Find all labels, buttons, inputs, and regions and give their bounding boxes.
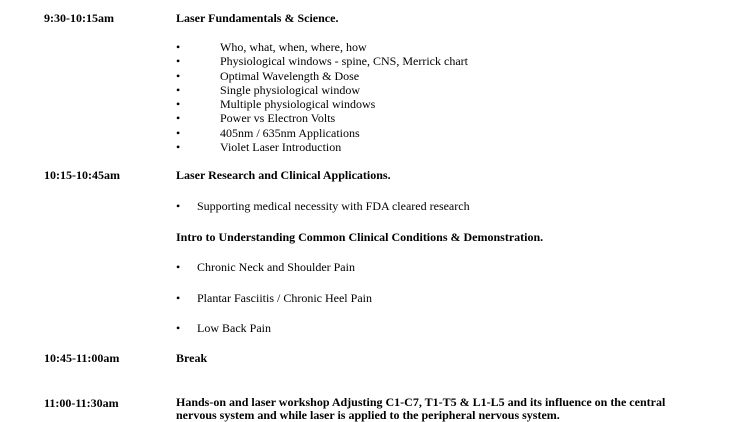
bullet-icon: • [176, 68, 181, 83]
bullet-icon: • [176, 199, 181, 213]
bullet-icon: • [176, 111, 181, 126]
session-time: 10:45-11:00am [44, 351, 120, 365]
bullet-icon: • [176, 321, 181, 335]
session-title: Hands-on and laser workshop Adjusting C1-C7, T1-T5 & L1-L5 and its influence on the central nervous system and while laser is applied to the peripheral nervous system. [176, 395, 666, 422]
session-subtitle: Intro to Understanding Common Clinical Conditions & Demonstration. [176, 230, 544, 244]
bullet-icon: • [176, 125, 181, 140]
bullet-icon: • [176, 97, 181, 112]
bullet-icon: • [176, 140, 181, 155]
session-title: Laser Research and Clinical Applications. [176, 168, 391, 182]
session-time: 11:00-11:30am [44, 396, 119, 410]
bullet-icon: • [176, 54, 181, 69]
bullet-icon: • [176, 260, 181, 274]
session-time: 9:30-10:15am [44, 11, 114, 25]
bullet-icon: • [176, 291, 181, 305]
session-title: Break [176, 351, 208, 365]
bullet-icon: • [176, 40, 181, 54]
session-time: 10:15-10:45am [44, 168, 120, 182]
bullet-icon: • [176, 82, 181, 97]
session-title: Laser Fundamentals & Science. [176, 11, 339, 25]
